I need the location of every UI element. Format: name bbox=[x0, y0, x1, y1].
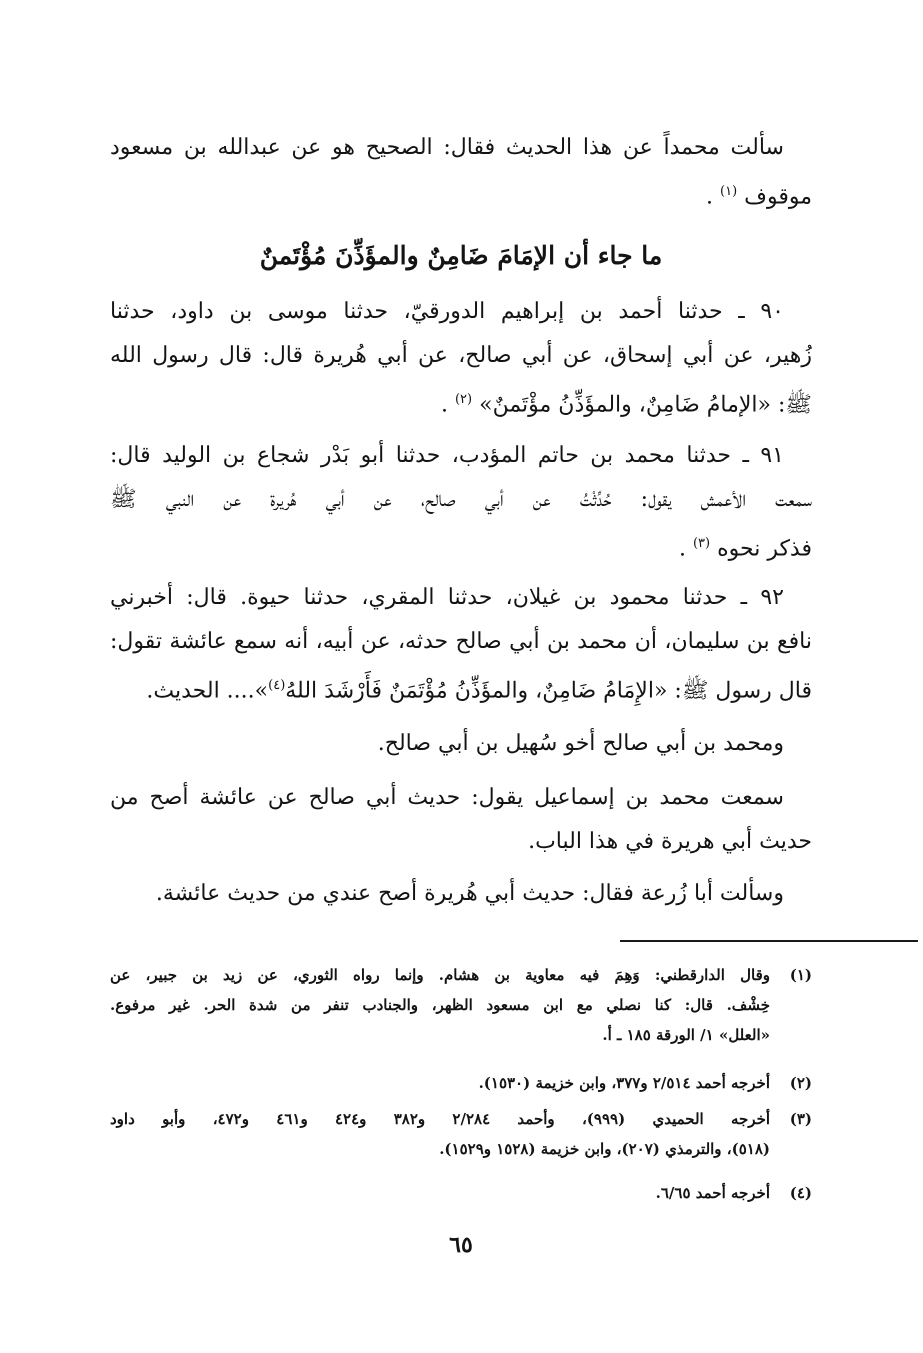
footnote-line bbox=[110, 1178, 812, 1208]
footnote-line: (٥١٨)، والترمذي (٢٠٧)، وابن خزيمة (١٥٢٨ و١٥٢٩). bbox=[439, 1140, 770, 1158]
footnote-line: خِشْف. قال: كنا نصلي مع ابن مسعود الظهر، والجنادب تنفر من شدة الحر. غير مرفوع. bbox=[110, 996, 770, 1014]
text-segment: ».... الحديث. bbox=[146, 678, 269, 704]
footnote-number: (١) bbox=[789, 966, 812, 984]
hadith-91 bbox=[110, 434, 812, 566]
chapter-heading: ما جاء أن الإمَامَ ضَامِنٌ والمؤَذِّنَ مُؤْتَمنٌ bbox=[259, 241, 663, 270]
text-segment: . bbox=[706, 184, 714, 210]
text-line: ومحمد بن أبي صالح أخو سُهيل بن أبي صالح. bbox=[377, 731, 784, 756]
text-line: ٩١ ـ حدثنا محمد بن حاتم المؤدب، حدثنا أبو بَدْر شجاع بن الوليد قال: bbox=[110, 443, 784, 468]
book-page bbox=[110, 0, 812, 1353]
footnote-text: أخرجه أحمد ٦/٦٥. bbox=[655, 1184, 770, 1202]
footnote-marker: (٢) bbox=[454, 392, 473, 407]
note-2 bbox=[110, 776, 812, 864]
text-line: حديث أبي هريرة في هذا الباب. bbox=[528, 829, 812, 854]
intro-paragraph bbox=[110, 126, 812, 214]
footnote-2 bbox=[110, 1068, 812, 1098]
text-line bbox=[110, 378, 812, 422]
footnote-number: (٤) bbox=[789, 1184, 812, 1202]
footnote-rule bbox=[620, 940, 918, 942]
text-line: نافع بن سليمان، أن محمد بن أبي صالح حدثه، عن أبيه، أنه سمع عائشة تقول: bbox=[110, 629, 812, 654]
footnote-text: وقال الدارقطني: وَهِمَ فيه معاوية بن هشام. وإنما رواه الثوري، عن زيد بن جبير، عن bbox=[110, 966, 770, 984]
text-line bbox=[110, 170, 812, 214]
hadith-90 bbox=[110, 290, 812, 422]
footnote-3 bbox=[110, 1104, 812, 1164]
text-line bbox=[110, 522, 812, 566]
text-line: سمعت محمد بن إسماعيل يقول: حديث أبي صالح عن عائشة أصح من bbox=[110, 785, 784, 810]
hadith-92 bbox=[110, 576, 812, 708]
text-segment: فذكر نحوه bbox=[717, 536, 812, 562]
footnote-1 bbox=[110, 960, 812, 1050]
text-segment: . bbox=[678, 536, 686, 562]
footnote-number: (٣) bbox=[789, 1110, 812, 1128]
text-line: ٩٠ ـ حدثنا أحمد بن إبراهيم الدورقيّ، حدثنا موسى بن داود، حدثنا bbox=[110, 299, 784, 324]
footnote-marker: (٣) bbox=[692, 536, 711, 551]
footnote-4 bbox=[110, 1178, 812, 1208]
footnote-line bbox=[110, 1104, 812, 1134]
footnote-text: أخرجه أحمد ٢/٥١٤ و٣٧٧، وابن خزيمة (١٥٣٠). bbox=[478, 1074, 770, 1092]
page-number: ٦٥ bbox=[449, 1232, 473, 1258]
text-line: سمعت الأعمش يقول: حُدِّثْتُ عن أبي صالح، عن أبي هُريرة عن النبي ﷺ bbox=[110, 487, 812, 512]
text-line: ٩٢ ـ حدثنا محمود بن غيلان، حدثنا المقري، حدثنا حيوة. قال: أخبرني bbox=[110, 585, 784, 610]
text-line bbox=[110, 664, 812, 708]
footnote-marker: (١) bbox=[720, 184, 738, 199]
text-line: وسألت أبا زُرعة فقال: حديث أبي هُريرة أصح عندي من حديث عائشة. bbox=[155, 881, 784, 906]
footnote-line bbox=[110, 960, 812, 990]
footnote-marker: (٤) bbox=[268, 678, 286, 693]
text-line: زُهير، عن أبي إسحاق، عن أبي صالح، عن أبي هُريرة قال: قال رسول الله bbox=[110, 343, 812, 368]
text-segment: . bbox=[440, 392, 448, 418]
footnote-line: «العلل» ١/ الورقة ١٨٥ ـ أ. bbox=[602, 1026, 770, 1044]
footnote-number: (٢) bbox=[789, 1074, 812, 1092]
text-segment: موقوف bbox=[744, 184, 812, 210]
note-1 bbox=[110, 722, 812, 766]
text-segment: قال رسول ﷺ: «الإِمَامُ ضَامِنٌ، والمؤَذِّنُ مُؤْتَمَنٌ فَأَرْشَدَ اللهُ bbox=[285, 678, 812, 704]
footnote-text: أخرجه الحميدي (٩٩٩)، وأحمد ٢/٢٨٤ و٣٨٢ و٤٢٤ و٤٦١ و٤٧٢، وأبو داود bbox=[110, 1110, 771, 1128]
text-segment: ﷺ: «الإمامُ ضَامِنٌ، والمؤَذِّنُ مؤْتَمنٌ» bbox=[479, 392, 812, 418]
footnote-line bbox=[110, 1068, 812, 1098]
note-3 bbox=[110, 872, 812, 916]
text-line: سألت محمداً عن هذا الحديث فقال: الصحيح هو عن عبدالله بن مسعود bbox=[110, 135, 784, 160]
